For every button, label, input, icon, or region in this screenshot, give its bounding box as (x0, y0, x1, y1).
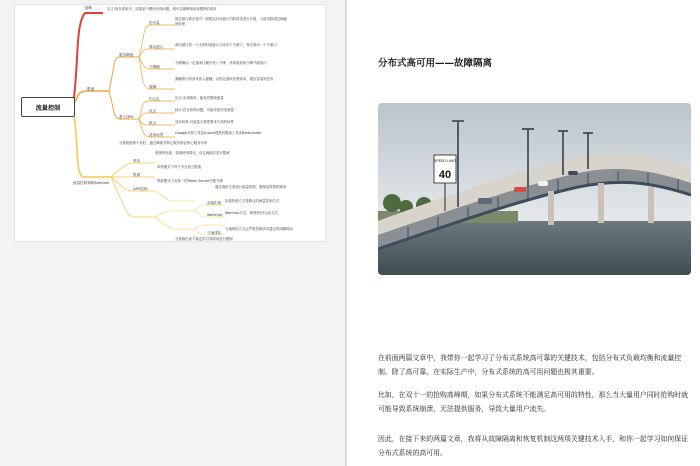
mind-map-branch[interactable]: 滑动窗口 (149, 45, 164, 49)
mind-map-note[interactable]: 令牌桶以一定速率往桶中放入令牌，请求需获取令牌才能执行 (175, 61, 267, 65)
mind-map-branch[interactable]: 中心化 (149, 97, 160, 101)
left-page (0, 0, 345, 466)
mind-map-note[interactable]: 匀速排队方式会严格控制请求通过的间隔时间 (225, 227, 293, 231)
mind-map-note[interactable]: 直接拒绝方式是默认的流量控制方式 (225, 199, 280, 203)
mind-map-note[interactable]: 当资源出现不稳定时对其调用进行限制 (175, 237, 233, 241)
mind-map-branch[interactable]: 匀速排队 (207, 231, 222, 235)
mind-map-note[interactable]: 通过调用关系进行流量控制，限制某资源的调用 (215, 185, 287, 189)
paragraph: 因此，在接下来的两篇文章，我将从故障隔离和恢复机制这两项关键技术入手，和你一起学习如何保证分布式系统的高可用。 (378, 435, 689, 457)
mind-map-branch[interactable]: 漏桶 (149, 85, 157, 89)
bridge-photo (378, 103, 691, 275)
mind-map-branch[interactable]: 单机 (133, 159, 141, 163)
speed-limit-label: SPEED LIMIT (433, 159, 457, 163)
mind-map-note[interactable]: 集群模式下由统一的Token Server分配令牌 (157, 179, 223, 183)
mind-map-branch[interactable]: WarmUp (207, 213, 223, 217)
paragraph: 在前面两篇文章中，我带你一起学习了分布式系统高可靠的关键技术，包括分布式负载均衡和流量控制。除了高可靠，在实际生产中，分布式系统的高可用问题也极其重要。 (378, 354, 682, 376)
mind-map-branch[interactable]: 优点 (149, 109, 157, 113)
mind-map-note[interactable]: 优点:实现简单，能有效限制流量 (175, 96, 224, 100)
mind-map-branch[interactable]: 服务降级 (119, 53, 134, 57)
mind-map-branch[interactable]: QPS控制 (133, 187, 148, 191)
mind-map-note[interactable]: Google开源工具包Guava提供的限流工具类RateLimiter (175, 131, 262, 135)
mind-map-note[interactable]: 单机模式下每个节点独立限流 (157, 165, 202, 169)
mind-map-branch[interactable]: 缺点 (149, 121, 157, 125)
mind-map-branch[interactable]: 熔断 (85, 6, 93, 10)
mind-map-note[interactable]: 缺点:存在临界问题，可能导致突发流量 (175, 108, 234, 112)
paragraph: 比如，在双十一的抢购高峰期，如果分布式系统不能满足高可用的特性，那么当大量用户同时抢购时就可能导致系统崩溃，无法提供服务，导致大量用户流失。 (378, 391, 689, 413)
mind-map-note[interactable]: WarmUp方式，即预热/冷启动方式 (225, 211, 278, 215)
mind-map-note[interactable]: 适用场景:对流量平滑度要求不高的场景 (175, 120, 234, 124)
mind-map-branch[interactable]: 令牌桶 (149, 65, 160, 69)
mind-map-branch[interactable]: 集群 (133, 173, 141, 177)
mind-map-note[interactable]: 定义:指在系统中，如果某个模块出现问题，则可以熔断调用该模块的请求 (107, 7, 217, 11)
mind-map-note[interactable]: 漏桶算法将请求放入漏桶，以固定速率处理请求，超出容量则丢弃 (175, 77, 274, 81)
mind-map-note[interactable]: 当系统资源不足时，通过降级非核心服务保证核心服务可用 (119, 141, 208, 145)
mind-map-note[interactable]: 固定窗口算法是对一段固定时间窗口内的请求进行计数，当请求数超过阈值则拒绝 (175, 17, 287, 26)
mind-map-branch[interactable]: 基于QPS (119, 115, 134, 119)
right-page (347, 0, 700, 466)
mind-map-root-node[interactable]: 流量控制 (21, 97, 75, 117)
mind-map-branch[interactable]: 限流 (87, 87, 95, 91)
mind-map-branch[interactable]: 适用场景 (149, 133, 164, 137)
article-title: 分布式高可用——故障隔离 (378, 58, 493, 69)
speed-limit-value: 40 (438, 169, 452, 181)
mind-map-branch[interactable]: 直接拒绝 (207, 201, 222, 205)
mind-map-note[interactable]: 系统的负载、资源使用情况，设定阈值后进行限流 (155, 151, 230, 155)
mind-map-note[interactable]: 滑动窗口将一个大的时间窗口分成多个小窗口，每次滑动一个小窗口 (175, 43, 277, 47)
mind-map-branch[interactable]: 流量控制策略Sentinel (73, 181, 110, 185)
mind-map-branch[interactable]: 信号量 (149, 21, 160, 25)
mind-map[interactable] (14, 4, 326, 242)
